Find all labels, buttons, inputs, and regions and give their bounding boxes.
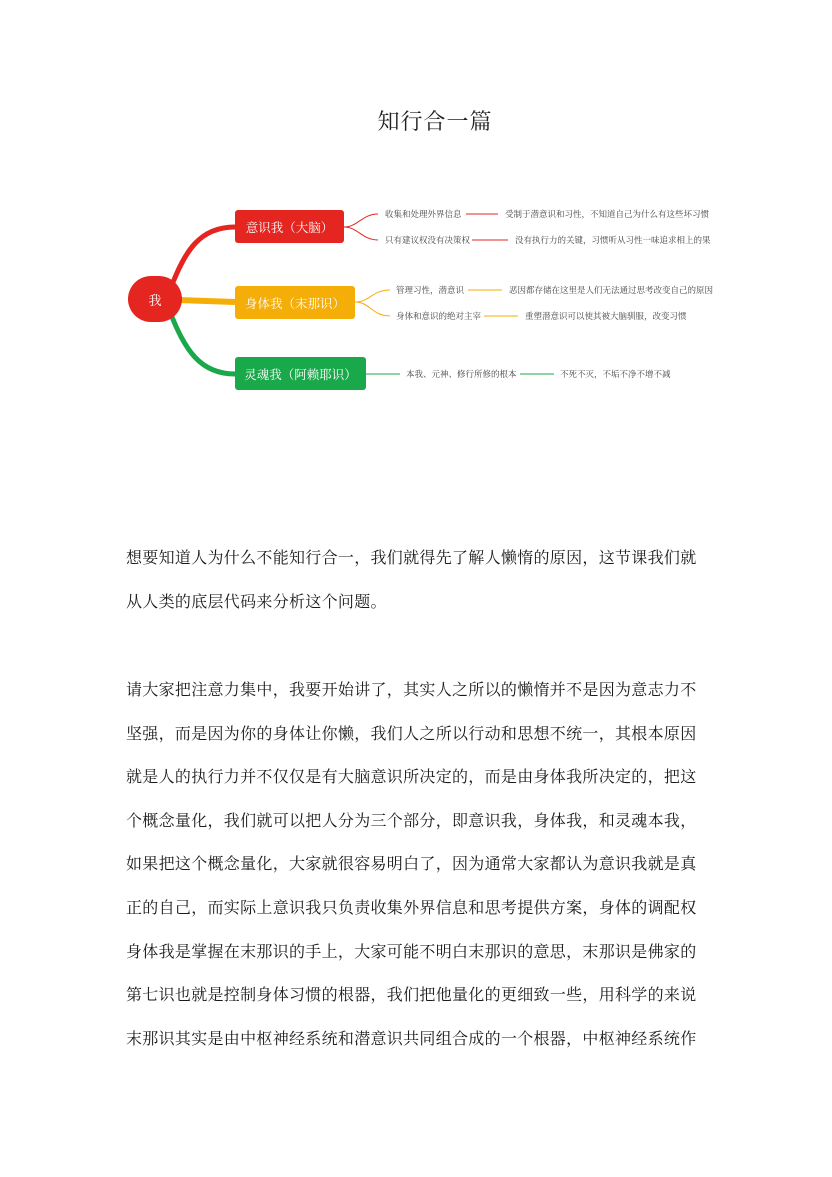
paragraph-line: 如果把这个概念量化，大家就很容易明白了，因为通常大家都认为意识我就是真	[126, 854, 697, 874]
connector-b1-leaf-2	[344, 227, 378, 240]
connector-root-branch-1	[170, 227, 235, 290]
mind-map-root: 我	[128, 276, 182, 322]
leaf-b1-1-detail: 受制于潜意识和习性，不知道自己为什么有这些坏习惯	[505, 210, 710, 220]
leaf-b1-2: 只有建议权没有决策权	[385, 236, 471, 246]
paragraph-line: 从人类的底层代码来分析这个问题。	[126, 591, 387, 611]
connector-b2-leaf-2	[355, 302, 390, 316]
leaf-b3-1: 本我、元神、修行所修的根本	[406, 370, 517, 380]
leaf-b3-1-detail: 不死不灭，不垢不净不增不减	[560, 370, 671, 380]
leaf-b2-1: 管理习性，潜意识	[396, 286, 465, 296]
connector-root-branch-2	[178, 300, 235, 302]
mind-map	[0, 190, 832, 410]
connector-b1-leaf-1	[344, 214, 378, 227]
paragraph-line: 正的自己，而实际上意识我只负责收集外界信息和思考提供方案，身体的调配权	[126, 897, 697, 917]
connector-b2-leaf-1	[355, 290, 390, 302]
branch-consciousness: 意识我（大脑）	[235, 210, 344, 243]
branch-soul: 灵魂我（阿赖耶识）	[235, 357, 366, 390]
leaf-b2-2: 身体和意识的绝对主宰	[396, 312, 482, 322]
leaf-b1-2-detail: 没有执行力的关键，习惯听从习性一味追求相上的果	[515, 236, 711, 246]
leaf-b2-1-detail: 恶因都存储在这里是人们无法通过思考改变自己的原因	[509, 286, 714, 296]
paragraph-line: 就是人的执行力并不仅仅是有大脑意识所决定的，而是由身体我所决定的，把这	[126, 767, 697, 787]
paragraph-line: 身体我是掌握在末那识的手上，大家可能不明白末那识的意思，末那识是佛家的	[126, 941, 697, 961]
paragraph-body	[126, 680, 716, 1072]
paragraph-intro	[126, 548, 716, 635]
paragraph-line: 个概念量化，我们就可以把人分为三个部分，即意识我，身体我，和灵魂本我，	[126, 810, 697, 830]
paragraph-line: 末那识其实是由中枢神经系统和潜意识共同组合成的一个根器，中枢神经系统作	[126, 1028, 697, 1048]
paragraph-line: 第七识也就是控制身体习惯的根器，我们把他量化的更细致一些，用科学的来说	[126, 985, 697, 1005]
paragraph-line: 请大家把注意力集中，我要开始讲了，其实人之所以的懒惰并不是因为意志力不	[126, 680, 697, 699]
branch-body: 身体我（末那识）	[235, 286, 355, 319]
leaf-b2-2-detail: 重塑潜意识可以使其被大脑驯服，改变习惯	[525, 312, 687, 322]
paragraph-line: 想要知道人为什么不能知行合一，我们就得先了解人懒惰的原因，这节课我们就	[126, 548, 697, 567]
leaf-b1-1: 收集和处理外界信息	[385, 210, 462, 220]
paragraph-line: 坚强，而是因为你的身体让你懒，我们人之所以行动和思想不统一，其根本原因	[126, 723, 697, 743]
document-title: 知行合一篇	[377, 110, 493, 135]
connector-root-branch-3	[170, 312, 235, 374]
